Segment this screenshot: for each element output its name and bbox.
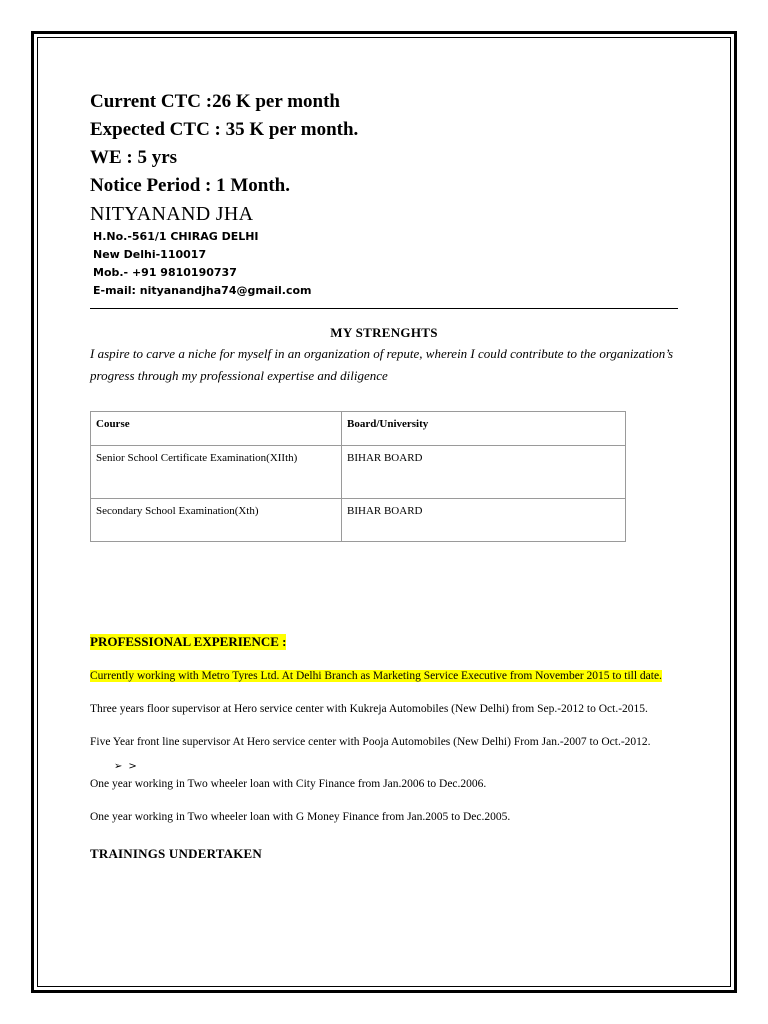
contact-block: [90, 228, 678, 300]
experience-item: Five Year front line supervisor At Hero service center with Pooja Automobiles (New Delhi) From Jan.-2007 to Oct.-2012.: [90, 736, 651, 748]
board-cell: BIHAR BOARD: [342, 446, 626, 499]
table-row: [91, 446, 626, 499]
experience-item: One year working in Two wheeler loan with City Finance from Jan.2006 to Dec.2006.: [90, 778, 487, 790]
column-header-course: Course: [91, 412, 342, 446]
arrow-bullet-icon: ➢: [114, 761, 123, 772]
education-table: [90, 411, 626, 542]
work-experience: WE : 5 yrs: [90, 147, 178, 168]
column-header-board: Board/University: [342, 412, 626, 446]
board-cell: BIHAR BOARD: [342, 499, 626, 542]
table-header-row: [91, 412, 626, 446]
current-job-text: Currently working with Metro Tyres Ltd. At Delhi Branch as Marketing Service Executive from November 2015 to till date.: [90, 670, 662, 682]
current-job: [90, 667, 678, 685]
strengths-text: I aspire to carve a niche for myself in an organization of repute, wherein I could contribute to the organization’s progress through my professional expertise and diligence: [90, 346, 674, 383]
resume-content: [90, 88, 678, 862]
divider: [90, 308, 678, 309]
expected-ctc: Expected CTC : 35 K per month.: [90, 119, 359, 140]
candidate-name: NITYANAND JHA: [90, 203, 254, 225]
course-cell: Secondary School Examination(Xth): [91, 499, 342, 542]
current-ctc: Current CTC :26 K per month: [90, 91, 340, 112]
trainings-heading: TRAININGS UNDERTAKEN: [90, 846, 262, 861]
mobile-number: Mob.- +91 9810190737: [93, 266, 237, 279]
email-address: E-mail: nityanandjha74@gmail.com: [93, 284, 312, 297]
address-line-1: H.No.-561/1 CHIRAG DELHI: [93, 230, 259, 243]
experience-item: Three years floor supervisor at Hero service center with Kukreja Automobiles (New Delhi) from Sep.-2012 to Oct.-2015.: [90, 703, 648, 715]
bullet-marker: [90, 761, 678, 773]
experience-item: One year working in Two wheeler loan with G Money Finance from Jan.2005 to Dec.2005.: [90, 811, 511, 823]
address-line-2: New Delhi-110017: [93, 248, 207, 261]
course-cell: Senior School Certificate Examination(XIIth): [91, 446, 342, 499]
chevron-bullet-icon: >: [128, 761, 137, 772]
notice-period: Notice Period : 1 Month.: [90, 175, 290, 196]
table-row: [91, 499, 626, 542]
strengths-heading: MY STRENGHTS: [330, 325, 438, 340]
experience-heading: PROFESSIONAL EXPERIENCE :: [90, 634, 287, 649]
